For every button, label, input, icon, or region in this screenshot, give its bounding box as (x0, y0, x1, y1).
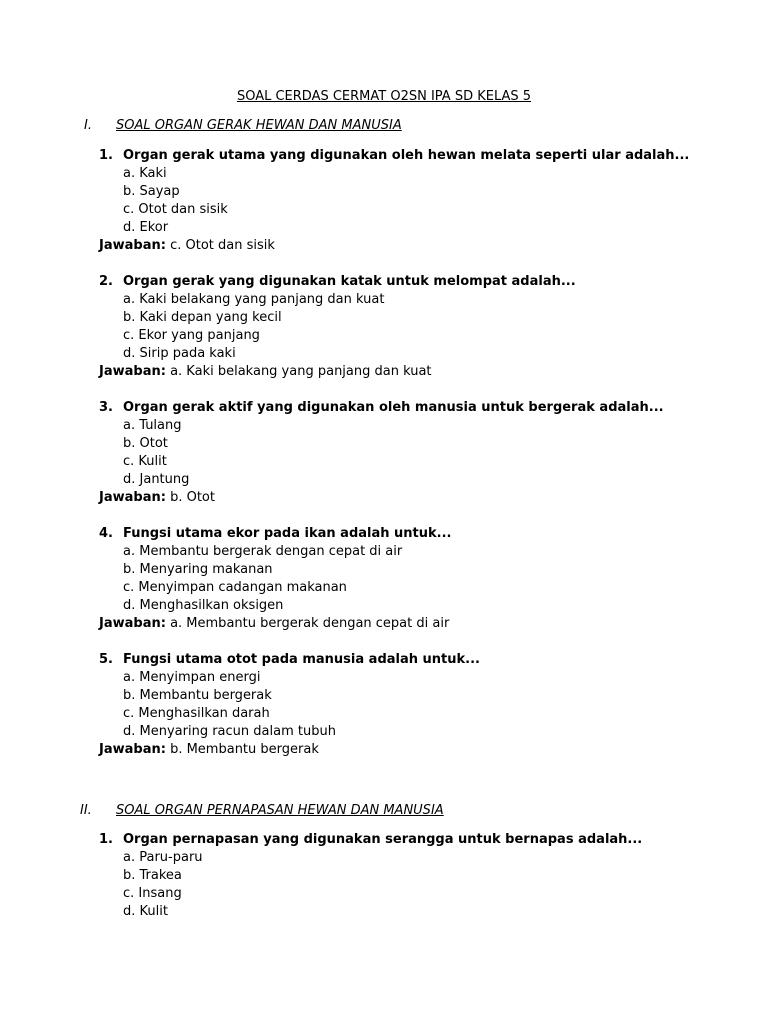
answer-label: Jawaban: (99, 238, 166, 253)
question-item (0, 831, 768, 921)
question-item (0, 147, 768, 255)
answer-line (0, 237, 768, 255)
answer-label: Jawaban: (99, 616, 166, 631)
section-number: II. (80, 803, 92, 818)
answer-line (0, 615, 768, 633)
answer-label: Jawaban: (99, 742, 166, 757)
options-list (0, 543, 768, 615)
answer-value: b. Otot (170, 490, 215, 505)
options-list (0, 669, 768, 741)
option-a: a. Menyimpan energi (123, 670, 261, 685)
option-d: d. Ekor (123, 220, 169, 235)
question-number: 2. (99, 274, 113, 289)
answer-value: b. Membantu bergerak (170, 742, 319, 757)
option-b: b. Otot (123, 436, 168, 451)
document-title: SOAL CERDAS CERMAT O2SN IPA SD KELAS 5 (236, 89, 532, 104)
question-line (0, 273, 768, 291)
question-text: Organ gerak yang digunakan katak untuk melompat adalah... (123, 274, 576, 289)
option-b: b. Menyaring makanan (123, 562, 273, 577)
option-a: a. Tulang (123, 418, 182, 433)
option-b: b. Sayap (123, 184, 180, 199)
question-text: Fungsi utama ekor pada ikan adalah untuk... (123, 526, 452, 541)
answer-line (0, 489, 768, 507)
question-line (0, 525, 768, 543)
answer-line (0, 741, 768, 759)
option-d: d. Jantung (123, 472, 190, 487)
question-item (0, 651, 768, 759)
option-c: c. Kulit (123, 454, 167, 469)
question-text: Organ gerak aktif yang digunakan oleh manusia untuk bergerak adalah... (123, 400, 664, 415)
question-text: Organ gerak utama yang digunakan oleh hewan melata seperti ular adalah... (123, 148, 690, 163)
question-number: 5. (99, 652, 113, 667)
section-title: SOAL ORGAN GERAK HEWAN DAN MANUSIA (116, 118, 402, 133)
option-a: a. Kaki (123, 166, 167, 181)
option-d: d. Sirip pada kaki (123, 346, 236, 361)
question-number: 1. (99, 832, 113, 847)
answer-value: a. Membantu bergerak dengan cepat di air (170, 616, 450, 631)
option-a: a. Membantu bergerak dengan cepat di air (123, 544, 403, 559)
question-line (0, 831, 768, 849)
section-number: I. (84, 118, 92, 133)
option-d: d. Menyaring racun dalam tubuh (123, 724, 336, 739)
question-text: Fungsi utama otot pada manusia adalah untuk... (123, 652, 480, 667)
answer-value: a. Kaki belakang yang panjang dan kuat (170, 364, 432, 379)
option-b: b. Trakea (123, 868, 182, 883)
question-line (0, 651, 768, 669)
section-heading (0, 802, 768, 820)
option-c: c. Menyimpan cadangan makanan (123, 580, 347, 595)
question-text: Organ pernapasan yang digunakan serangga untuk bernapas adalah... (123, 832, 643, 847)
question-line (0, 147, 768, 165)
options-list (0, 849, 768, 921)
section-organ-pernapasan (0, 802, 768, 921)
question-item (0, 525, 768, 633)
option-c: c. Ekor yang panjang (123, 328, 260, 343)
option-d: d. Menghasilkan oksigen (123, 598, 284, 613)
section-heading (0, 117, 768, 135)
answer-label: Jawaban: (99, 364, 166, 379)
question-number: 1. (99, 148, 113, 163)
question-number: 4. (99, 526, 113, 541)
option-c: c. Menghasilkan darah (123, 706, 270, 721)
options-list (0, 417, 768, 489)
options-list (0, 165, 768, 237)
answer-line (0, 363, 768, 381)
answer-value: c. Otot dan sisik (170, 238, 275, 253)
question-item (0, 399, 768, 507)
option-b: b. Membantu bergerak (123, 688, 272, 703)
question-number: 3. (99, 400, 113, 415)
option-d: d. Kulit (123, 904, 168, 919)
question-line (0, 399, 768, 417)
options-list (0, 291, 768, 363)
option-b: b. Kaki depan yang kecil (123, 310, 282, 325)
question-item (0, 273, 768, 381)
option-a: a. Paru-paru (123, 850, 203, 865)
section-organ-gerak (0, 117, 768, 759)
option-c: c. Otot dan sisik (123, 202, 228, 217)
option-c: c. Insang (123, 886, 182, 901)
option-a: a. Kaki belakang yang panjang dan kuat (123, 292, 385, 307)
section-title: SOAL ORGAN PERNAPASAN HEWAN DAN MANUSIA (116, 803, 444, 818)
answer-label: Jawaban: (99, 490, 166, 505)
